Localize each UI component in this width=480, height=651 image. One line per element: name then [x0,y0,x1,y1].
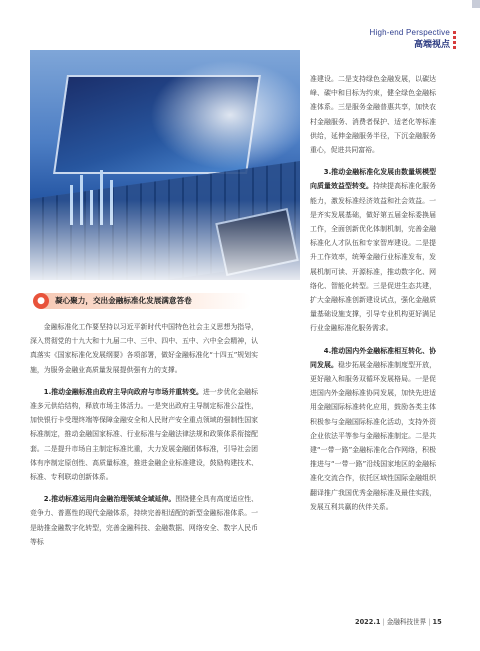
section-header-en: High-end Perspective [369,28,450,37]
left-column [30,320,258,549]
paragraph: 3.推动金融标准化发展由数量规模型向质量效益型转变。持续提高标准化服务能力，激发标准经济效益和社会效益。一是齐实发展基础，做好第五届金标委换届工作，全面创新优化体制机制，完善金融标准化人才队伍和专家智库建设。二是提升工作效率，统筹金融行业标准发布，发展机制可读、开源标准，推动数字化、网络化、智能化转型。三是促进生态共建，扩大金融标准创新建设试点，强化金融质量基础设施支撑，引导专业机构更好满足行业金融标准化服务需求。 [310,168,437,333]
hero-image-laptop-finance [30,50,300,280]
subheading: 3.推动金融标准化发展由数量规模型向质量效益型转变。 [310,168,436,191]
page-footer: 2022.1 | 金融科技世界 | 15 [355,618,442,626]
section-header-cn: 高端视点 [413,40,450,50]
paragraph: 4.推动国内外金融标准相互转化、协同发展。稳步拓展金融标准制度型开放，更好融入和服务双循环发展格局。一是促进国内外金融标准协同发展，加快先进适用金融国际标准转化应用，鼓励各类主体积极参与金融国际标准化活动，支持外资企业依法平等参与金融标准制定。二是共建“一带一路”金融标准化合作网络，积极推进与“一带一路”沿线国家地区的金融标准化交流合作，依托区域性国际金融组织翻译推广我国优秀金融标准及最佳实践，发展互利共赢的伙伴关系。 [310,346,437,511]
banner-bullet-icon: ● [33,293,49,309]
header-dots-icon [452,30,460,44]
section-banner [33,293,258,309]
issue-number: 2022.1 [355,618,381,626]
subheading: 2.推动标准运用向金融治理领域全域延伸。 [43,495,176,504]
paragraph: 1.推动金融标准由政府主导向政府与市场并重转变。进一步优化金融标准多元供给结构，释放市场主体活力。一是突出政府主导制定标准公益性，加快银行卡受理终端等保障金融安全和人民财产安全重点领域的强制性国家标准制定，推动金融国家标准、行业标准与金融法律法规和政策体系衔接配套。二是提升市场自主制定标准比重，大力发展金融团体标准，引导社会团体有序制定原创性、高质量标准，推进金融企业标准建设，鼓励构建技术、标准、专利联动创新体系。 [30,387,258,482]
paragraph: 2.推动标准运用向金融治理领域全域延伸。围绕健全具有高度适应性、竞争力、普惠性的现代金融体系，持续完善相适配的新型金融标准体系。一是助推金融数字化转型，完善金融科技、金融数据、网络安全、数字人民币等标 [30,495,258,546]
section-header [370,28,450,50]
banner-title: 凝心聚力，交出金融标准化发展满意答卷 [55,296,192,305]
right-column [310,72,436,514]
paragraph: 准建设。二是支持绿色金融发展，以碳达峰、碳中和目标为约束，健全绿色金融标准体系。三是服务金融普惠共享，加快农村金融服务、消费者保护、适老化等标准供给，延伸金融服务半径，下沉金融服务重心，促进共同富裕。 [310,75,436,155]
subheading: 1.推动金融标准由政府主导向政府与市场并重转变。 [43,387,203,396]
page-number: 15 [432,618,442,626]
magazine-name: 金融科技世界 [386,618,427,626]
paragraph: 金融标准化工作要坚持以习近平新时代中国特色社会主义思想为指导，深入贯彻党的十九大和十九届二中、三中、四中、五中、六中全会精神，认真落实《国家标准化发展纲要》各项部署，做好金融标准化“十四五”规划实施，为服务金融业高质量发展提供强有力的支撑。 [30,323,258,374]
page-corner-tab [472,0,480,8]
subheading: 4.推动国内外金融标准相互转化、协同发展。 [310,346,436,369]
